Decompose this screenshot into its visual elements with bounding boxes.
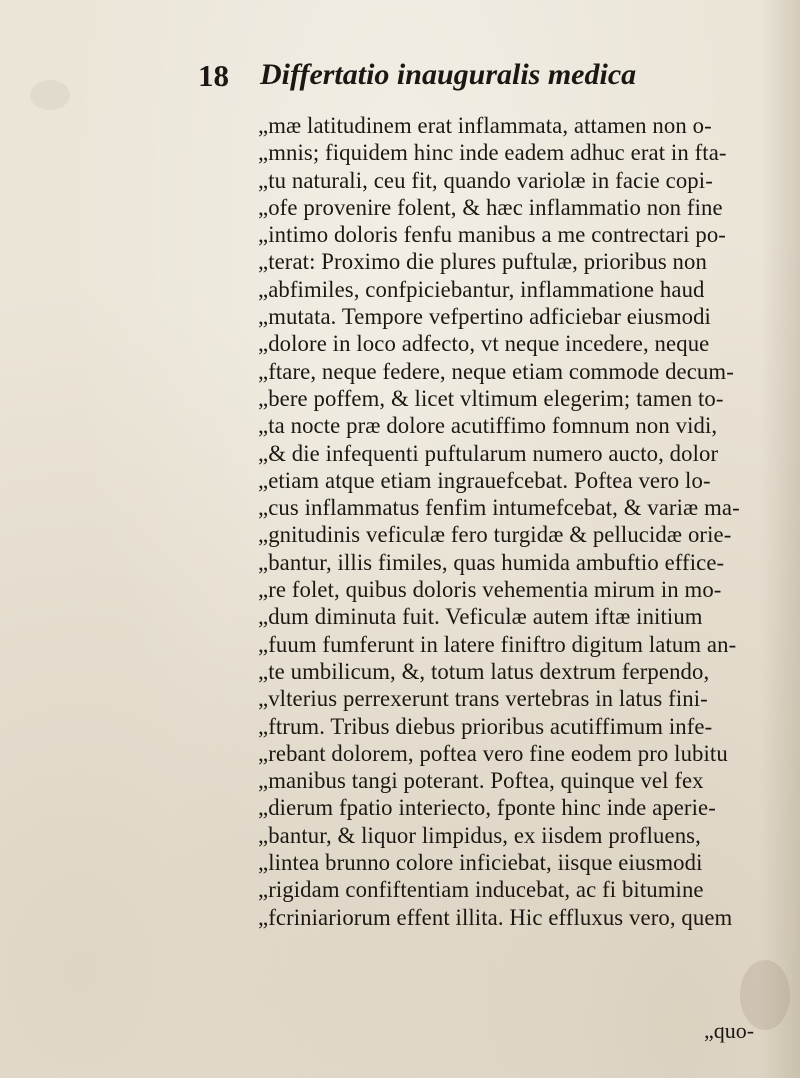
text-line: „bantur, & liquor limpidus, ex iisdem profluens,	[258, 822, 701, 848]
text-line: „intimo doloris fenfu manibus a me contrectari po-	[258, 222, 726, 248]
text-line: „lintea brunno colore inficiebat, iisque eiusmodi	[258, 850, 703, 876]
text-line: „etiam atque etiam ingrauefcebat. Poftea vero lo-	[258, 467, 711, 493]
catchword: „quo-	[704, 1018, 755, 1043]
text-line: „fuum fumferunt in latere finiftro digitum latum an-	[258, 631, 737, 657]
text-line: „ftrum. Tribus diebus prioribus acutiffimum infe-	[258, 713, 713, 739]
text-line: „ftare, neque federe, neque etiam commode decum-	[258, 358, 734, 384]
text-line: „dum diminuta fuit. Veficulæ autem iftæ initium	[258, 604, 703, 630]
text-line: „rigidam confiftentiam inducebat, ac fi bitumine	[258, 877, 704, 903]
page-number: 18	[198, 58, 229, 93]
text-line: „terat: Proximo die plures puftulæ, prioribus non	[258, 249, 707, 275]
text-line: „ofe provenire folent, & hæc inflammatio non fine	[258, 194, 723, 220]
text-line: „vlterius perrexerunt trans vertebras in latus fini-	[258, 686, 708, 712]
text-line: „mutata. Tempore vefpertino adficiebar eiusmodi	[258, 304, 711, 330]
text-line: „dolore in loco adfecto, vt neque incedere, neque	[258, 331, 710, 357]
text-line: „bere poffem, & licet vltimum elegerim; tamen to-	[258, 385, 724, 411]
page-header	[198, 58, 678, 98]
text-line: „tu naturali, ceu fit, quando variolæ in facie copi-	[258, 167, 713, 193]
text-line: „mæ latitudinem erat inflammata, attamen non o-	[258, 113, 712, 138]
text-line: „cus inflammatus fenfim intumefcebat, & variæ ma-	[258, 495, 740, 521]
body-text	[258, 112, 798, 931]
text-line: „mnis; fiquidem hinc inde eadem adhuc erat in fta-	[258, 140, 727, 166]
text-line: „dierum fpatio interiecto, fponte hinc inde aperie-	[258, 795, 716, 821]
ink-smudge	[30, 80, 70, 110]
text-line: „rebant dolorem, poftea vero fine eodem pro lubitu	[258, 740, 728, 766]
text-line: „abfimiles, confpiciebantur, inflammatione haud	[258, 276, 705, 302]
text-line: „ta nocte præ dolore acutiffimo fomnum non vidi,	[258, 413, 718, 439]
text-line: „fcriniariorum effent illita. Hic effluxus vero, quem	[258, 904, 733, 930]
text-line: „te umbilicum, &, totum latus dextrum ferpendo,	[258, 658, 710, 684]
text-line: „gnitudinis veficulæ fero turgidæ & pellucidæ orie-	[258, 522, 732, 548]
text-line: „re folet, quibus doloris vehementia mirum in mo-	[258, 577, 722, 603]
text-line: „bantur, illis fimiles, quas humida ambuftio effice-	[258, 549, 725, 575]
text-line: „manibus tangi poterant. Poftea, quinque vel fex	[258, 768, 704, 794]
running-title: Differtatio inauguralis medica	[260, 58, 637, 91]
text-line: „& die infequenti puftularum numero aucto, dolor	[258, 440, 719, 466]
